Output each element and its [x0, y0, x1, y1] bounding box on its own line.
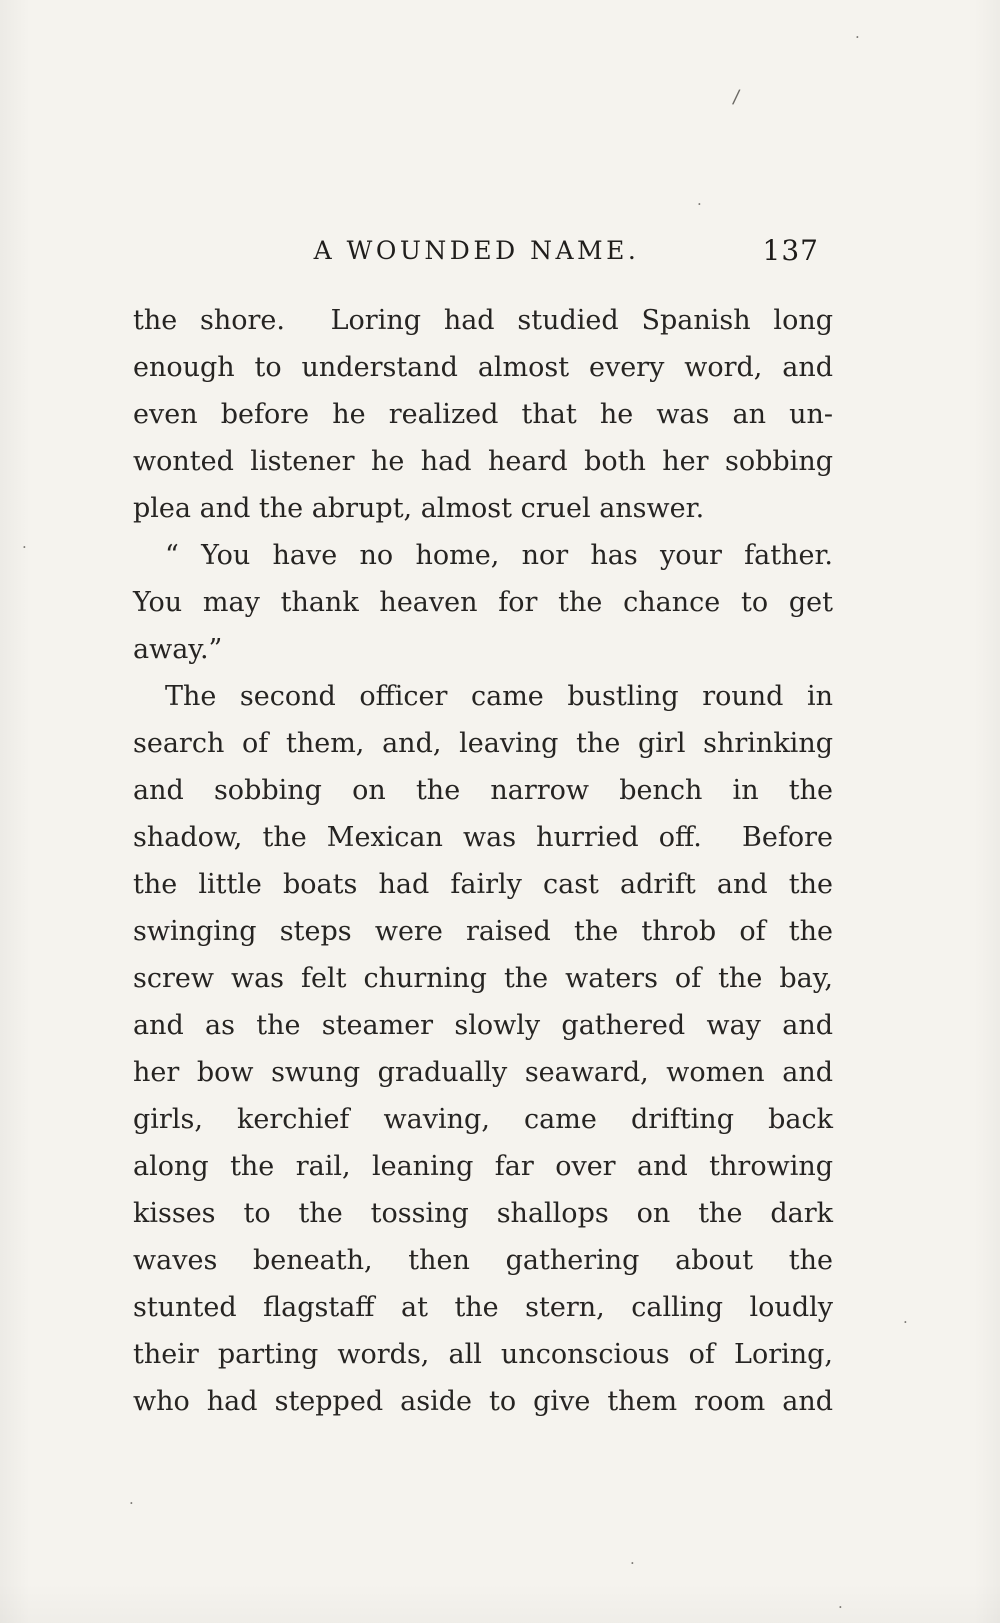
text-line: girls, kerchief waving, came drifting back — [133, 1104, 833, 1135]
text-line: and sobbing on the narrow bench in the — [133, 775, 833, 806]
scan-artifact-dot: · — [903, 1313, 908, 1331]
text-line: the shore. Loring had studied Spanish long — [133, 305, 833, 336]
text-line: stunted flagstaff at the stern, calling loudly — [133, 1292, 833, 1323]
scan-artifact-dot: · — [838, 1598, 843, 1616]
scan-artifact-dot: · — [855, 28, 860, 46]
text-line: swinging steps were raised the throb of the — [133, 916, 833, 947]
scan-artifact-dot: · — [129, 1494, 134, 1512]
text-line: You may thank heaven for the chance to get — [133, 587, 833, 618]
text-line: waves beneath, then gathering about the — [133, 1245, 833, 1276]
scan-artifact-dot: · — [22, 538, 27, 556]
text-line: plea and the abrupt, almost cruel answer. — [133, 493, 705, 524]
text-line: along the rail, leaning far over and throwing — [133, 1151, 833, 1182]
text-line: even before he realized that he was an un- — [133, 399, 833, 430]
text-line: kisses to the tossing shallops on the dark — [133, 1198, 833, 1229]
page-number: 137 — [762, 234, 819, 267]
page-header — [133, 236, 833, 270]
text-block — [133, 297, 833, 1425]
running-title: A WOUNDED NAME. — [313, 236, 640, 265]
text-line: screw was felt churning the waters of the bay, — [133, 963, 833, 994]
text-line: who had stepped aside to give them room and — [133, 1386, 833, 1417]
text-line: and as the steamer slowly gathered way and — [133, 1010, 833, 1041]
text-line: the little boats had fairly cast adrift and the — [133, 869, 833, 900]
text-line: wonted listener he had heard both her sobbing — [133, 446, 833, 477]
text-line: The second officer came bustling round in — [165, 681, 833, 712]
scan-artifact-dot: · — [697, 195, 702, 213]
scan-artifact-slash: / — [731, 85, 741, 109]
scan-artifact-dot: · — [630, 1554, 635, 1572]
text-line: shadow, the Mexican was hurried off. Before — [133, 822, 833, 853]
text-line: their parting words, all unconscious of Loring, — [133, 1339, 833, 1370]
text-line: away.” — [133, 634, 223, 665]
text-line: “ You have no home, nor has your father. — [165, 540, 833, 571]
text-line: her bow swung gradually seaward, women and — [133, 1057, 833, 1088]
text-line: search of them, and, leaving the girl shrinking — [133, 728, 833, 759]
text-line: enough to understand almost every word, and — [133, 352, 833, 383]
